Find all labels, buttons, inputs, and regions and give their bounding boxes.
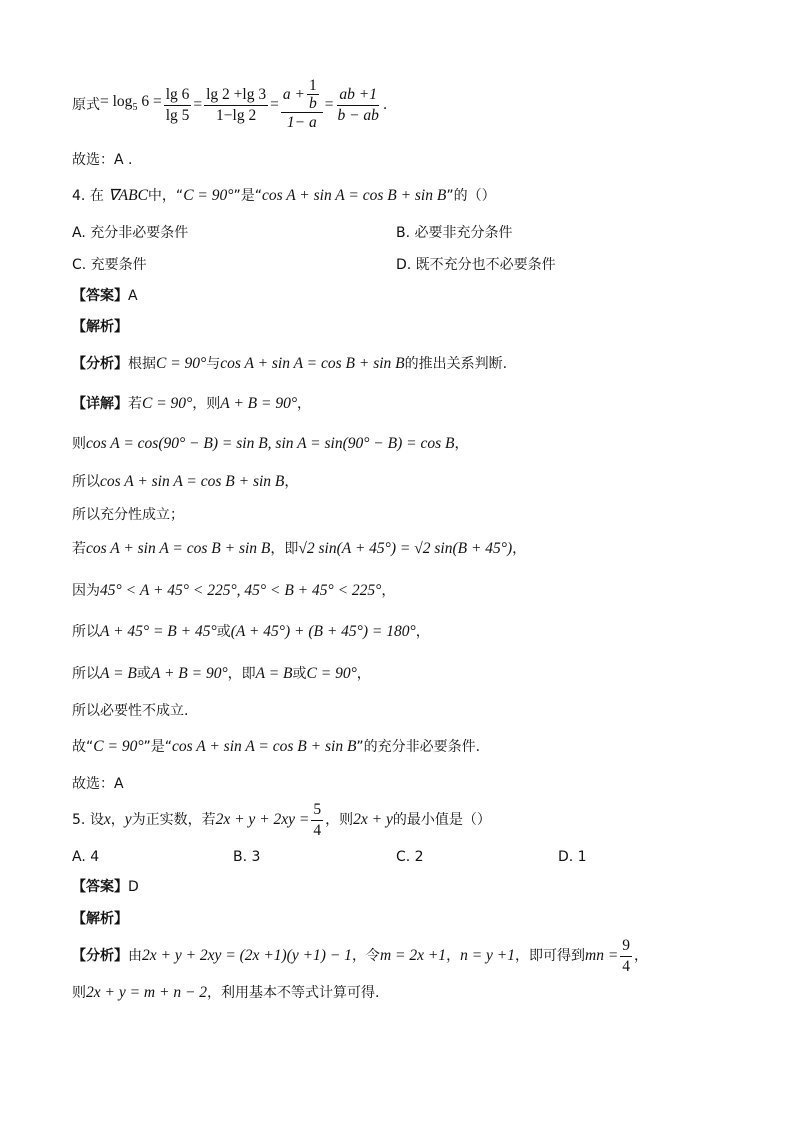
q4-stem: 4. 在 ∇ABC中，“C = 90°”是“cos A + sin A = cos B + sin B”的（） (72, 187, 496, 204)
q5-option-b: B. 3 (233, 849, 261, 865)
q4-detail-5: 若cos A + sin A = cos B + sin B，即√2 sin(A + 45°) = √2 sin(B + 45°)， (72, 540, 527, 557)
q4-detail-4: 所以充分性成立； (72, 507, 184, 523)
q5-fenxi-1: 【分析】 由 2x + y + 2xy = (2x +1)(y +1) − 1 ，令 m = 2x +1 ， n = y +1 ，即可得到 mn = $\frac{9}{4}$ ， (72, 936, 649, 975)
q4-answer: 【答案】A (72, 288, 138, 304)
q4-detail-10: 故“C = 90°”是“cos A + sin A = cos B + sin B”的充分非必要条件. (72, 738, 481, 755)
q4-option-c: C. 充要条件 (72, 257, 147, 273)
q3-answer: 故选：A . (72, 152, 133, 168)
q4-detail-9: 所以必要性不成立. (72, 703, 189, 719)
q4-option-a: A. 充分非必要条件 (72, 225, 189, 241)
q5-analysis-tag: 【解析】 (72, 911, 128, 927)
q5-option-a: A. 4 (72, 849, 100, 865)
q4-analysis-tag: 【解析】 (72, 319, 128, 335)
q4-option-b: B. 必要非充分条件 (396, 225, 513, 241)
fraction-nested: a + $\frac{1}{b}$ 1− a (281, 77, 323, 133)
label-yuanshi: 原式 (72, 97, 100, 113)
q5-answer: 【答案】D (72, 879, 139, 895)
formula-line-1: 原式 = $\log_5 6$ = $\frac{\lg 6}{\lg 5}$ = $\frac{\lg 2 +\lg 3}{1-\lg 2}$ = a + $\frac{1}{b}$ 1− a = $\frac{ab +1}{b - ab}$ . (72, 77, 388, 131)
q5-stem: 5. 设 x ， y 为正实数，若 2x + y + 2xy = $\frac{5}{4}$ ，则 2x + y 的最小值是（） (72, 800, 491, 839)
fraction-9-4: $\frac{9}{4}$ (622, 936, 631, 975)
q4-detail-1: 【详解】若C = 90°，则A + B = 90°， (72, 395, 312, 412)
q5-option-d: D. 1 (558, 849, 587, 865)
q4-detail-3: 所以cos A + sin A = cos B + sin B， (72, 473, 299, 490)
fraction-5-4: $\frac{5}{4}$ (313, 800, 322, 839)
fraction-lg6-lg5: $\frac{\lg 6}{\lg 5}$ (165, 85, 190, 124)
fraction-lg2lg3: $\frac{\lg 2 +\lg 3}{1-\lg 2}$ (206, 85, 267, 124)
q4-fenxi: 【分析】根据C = 90°与cos A + sin A = cos B + sin B的推出关系判断. (72, 355, 508, 372)
q4-detail-8: 所以A = B或A + B = 90°，即A = B或C = 90°， (72, 665, 371, 682)
q4-final: 故选：A (72, 776, 124, 792)
q4-detail-7: 所以A + 45° = B + 45°或(A + 45°) + (B + 45°) = 180°， (72, 623, 430, 640)
q4-option-d: D. 既不充分也不必要条件 (396, 257, 556, 273)
q4-detail-6: 因为45° < A + 45° < 225°, 45° < B + 45° < 225°， (72, 582, 396, 599)
q5-fenxi-2: 则2x + y = m + n − 2，利用基本不等式计算可得. (72, 984, 380, 1001)
fraction-result: $\frac{ab +1}{b - ab}$ (337, 85, 379, 124)
log-expr: = $\log_5 6$ = (100, 92, 162, 114)
q5-option-c: C. 2 (396, 849, 424, 865)
q4-detail-2: 则cos A = cos(90° − B) = sin B, sin A = sin(90° − B) = cos B， (72, 435, 469, 452)
